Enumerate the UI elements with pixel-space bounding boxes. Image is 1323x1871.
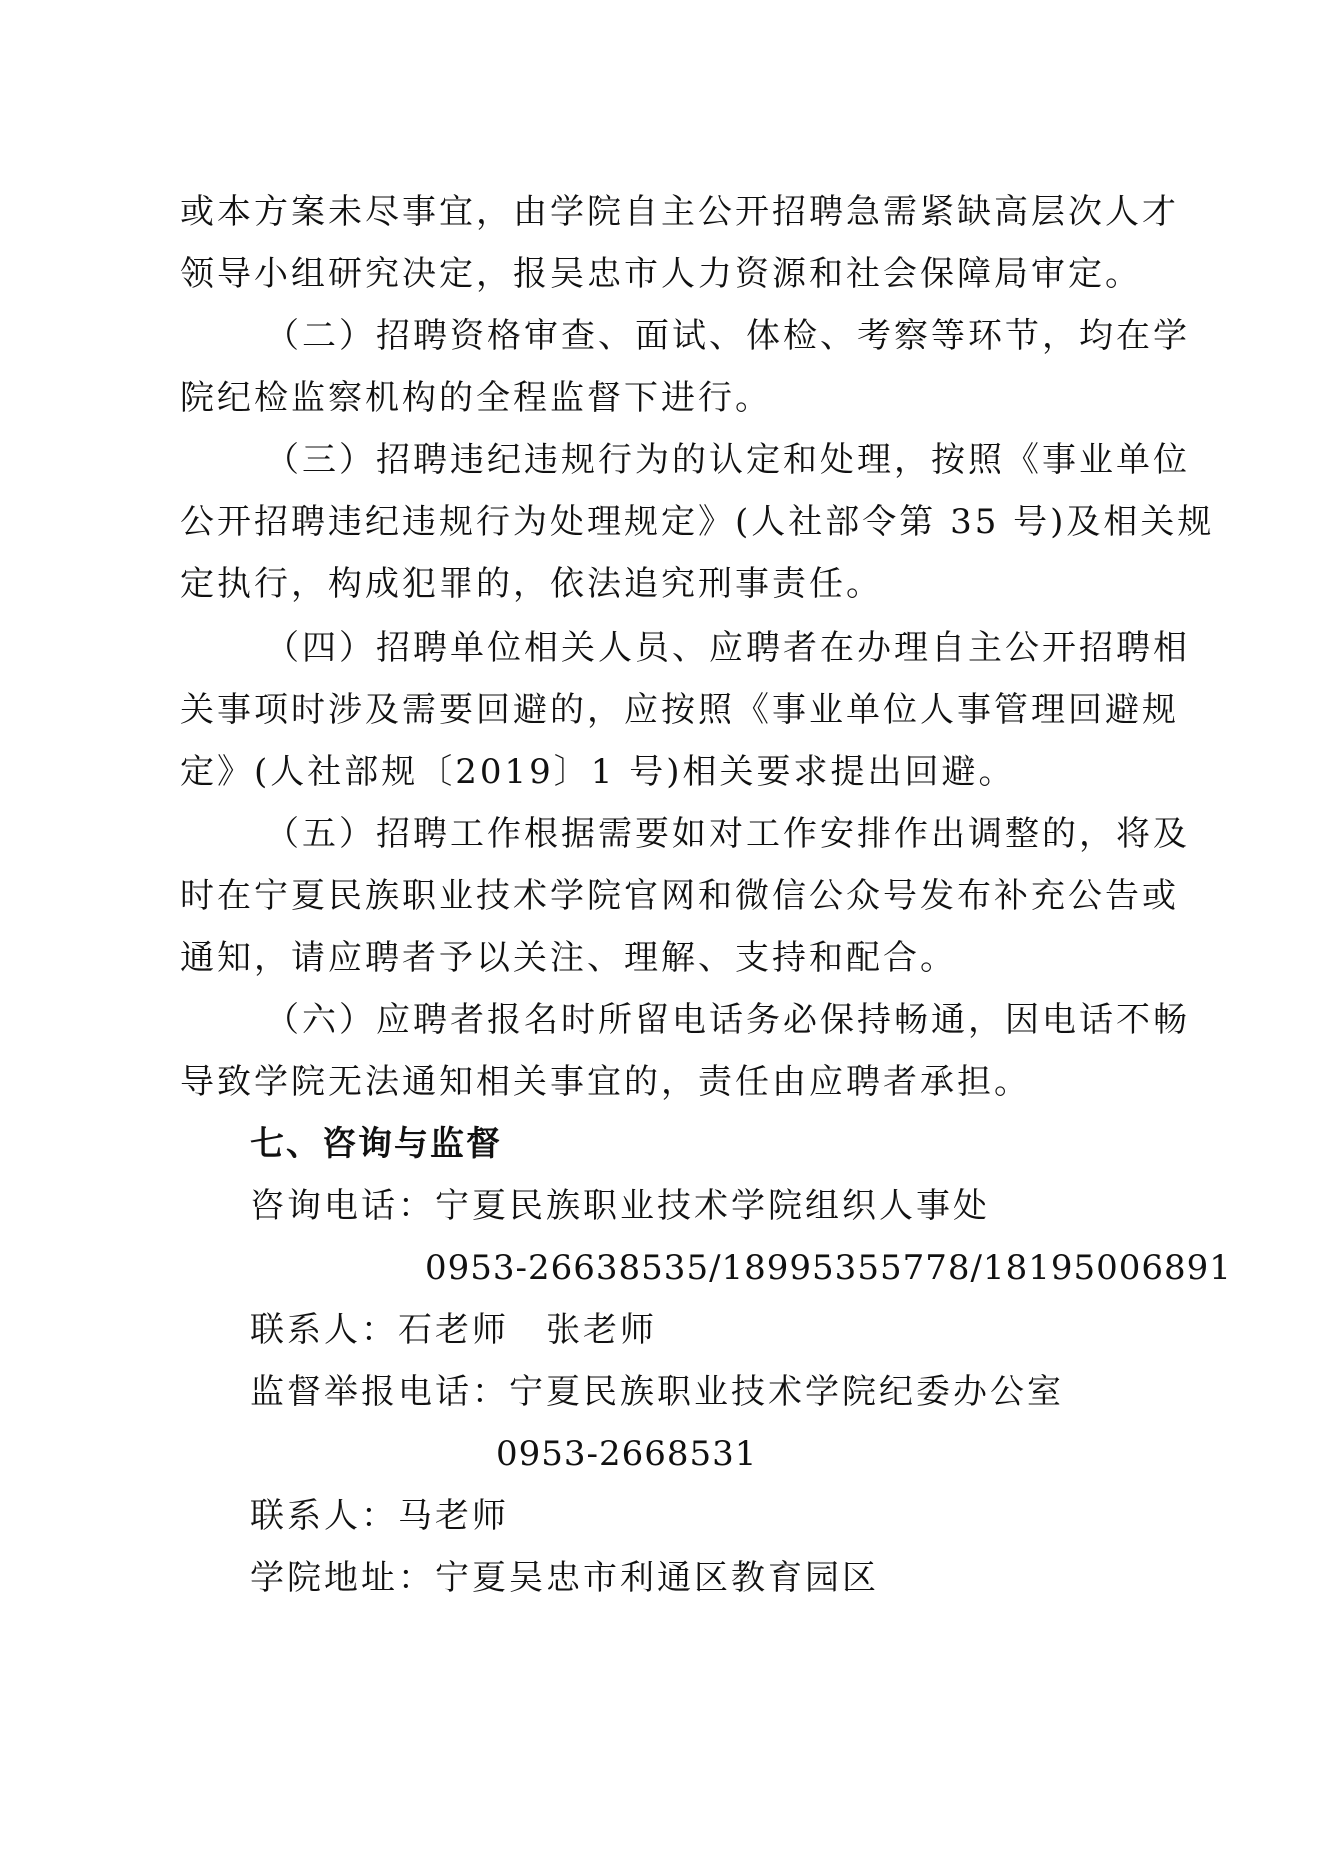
item-4-line-3: 定》(人社部规〔2019〕1 号)相关要求提出回避。: [180, 752, 1016, 792]
item-2-line-2: 院纪检监察机构的全程监督下进行。: [180, 378, 772, 418]
consult-phone-line: 咨询电话：宁夏民族职业技术学院组织人事处: [250, 1186, 990, 1226]
consult-contacts: 联系人：石老师 张老师: [250, 1310, 657, 1350]
report-phone-number: 0953-2668531: [496, 1434, 758, 1474]
consult-phone-numbers: 0953-26638535/18995355778/18195006891: [425, 1248, 1232, 1288]
paragraph-fragment-line-1: 或本方案未尽事宜，由学院自主公开招聘急需紧缺高层次人才: [180, 192, 1179, 232]
paragraph-fragment-line-2: 领导小组研究决定，报吴忠市人力资源和社会保障局审定。: [180, 254, 1142, 294]
item-5-line-1: （五）招聘工作根据需要如对工作安排作出调整的，将及: [265, 814, 1190, 854]
item-3-line-1: （三）招聘违纪违规行为的认定和处理，按照《事业单位: [265, 440, 1190, 480]
report-contact: 联系人：马老师: [250, 1496, 509, 1536]
report-phone-line: 监督举报电话：宁夏民族职业技术学院纪委办公室: [250, 1372, 1064, 1412]
item-5-line-2: 时在宁夏民族职业技术学院官网和微信公众号发布补充公告或: [180, 876, 1179, 916]
item-3-line-3: 定执行，构成犯罪的，依法追究刑事责任。: [180, 564, 883, 604]
item-4-line-2: 关事项时涉及需要回避的，应按照《事业单位人事管理回避规: [180, 690, 1179, 730]
item-4-line-1: （四）招聘单位相关人员、应聘者在办理自主公开招聘相: [265, 628, 1190, 668]
item-2-line-1: （二）招聘资格审查、面试、体检、考察等环节，均在学: [265, 316, 1190, 356]
item-3-line-2: 公开招聘违纪违规行为处理规定》(人社部令第 35 号)及相关规: [180, 502, 1215, 542]
item-6-line-1: （六）应聘者报名时所留电话务必保持畅通，因电话不畅: [265, 1000, 1190, 1040]
section-7-heading: 七、咨询与监督: [250, 1124, 502, 1164]
college-address: 学院地址：宁夏吴忠市利通区教育园区: [250, 1558, 879, 1598]
item-6-line-2: 导致学院无法通知相关事宜的，责任由应聘者承担。: [180, 1062, 1031, 1102]
item-5-line-3: 通知，请应聘者予以关注、理解、支持和配合。: [180, 938, 957, 978]
